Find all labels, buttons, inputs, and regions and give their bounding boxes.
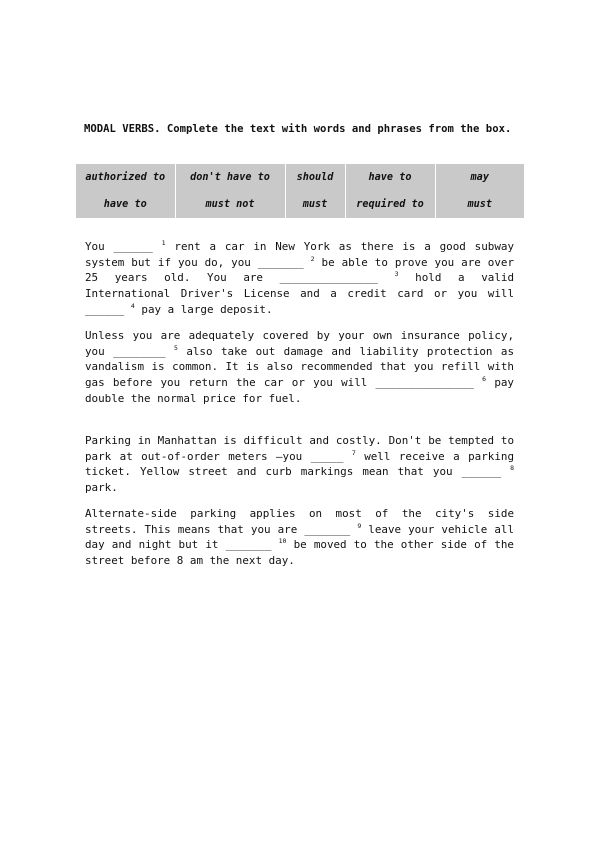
text-segment: well receive a parking ticket. Yellow street and curb markings mean that you [85, 449, 514, 479]
text-segment: be moved to the other side of the street before 8 am the next day. [85, 538, 514, 568]
gap-blank[interactable]: _______ [225, 538, 272, 552]
word-box-table [76, 164, 524, 218]
gap-blank[interactable]: _______ [257, 255, 304, 269]
gap-number: 1 [161, 239, 166, 247]
word-option: authorized to [85, 172, 166, 183]
gap-number: 2 [310, 254, 315, 263]
gap-number: 5 [173, 343, 178, 352]
gap-number: 7 [351, 448, 356, 457]
gap-blank[interactable]: ______ [113, 240, 153, 253]
gap-number: 9 [357, 521, 362, 530]
word-option: don't have to [175, 164, 285, 191]
text-segment: pay a large deposit. [134, 302, 273, 316]
text-segment: You [85, 240, 114, 253]
text-segment: park. [85, 481, 118, 495]
word-option: have to [345, 164, 435, 191]
text-segment: Parking in Manhattan is difficult and costly. Don't be tempted to park at out-of-order meters –you [85, 434, 514, 463]
gap-blank[interactable]: ______ [461, 465, 501, 479]
paragraph-1 [85, 239, 514, 318]
paragraph-4 [85, 506, 514, 569]
text-segment: leave your vehicle all day and night but it [85, 522, 515, 552]
word-option: required to [345, 191, 435, 218]
gap-blank[interactable]: _____ [310, 449, 344, 463]
gap-blank[interactable]: _______________ [375, 376, 474, 390]
gap-blank[interactable]: ________ [113, 344, 166, 358]
paragraph-3 [85, 433, 514, 496]
exercise-title: MODAL VERBS. Complete the text with words and phrases from the box. [84, 123, 512, 135]
paragraph-2 [85, 328, 514, 407]
text-segment: be able to prove you are over 25 years old. You are [85, 255, 515, 285]
gap-number: 8 [510, 464, 514, 473]
text-segment: hold a valid International Driver's License and a credit card or you will [85, 271, 515, 301]
gap-number: 10 [278, 537, 287, 546]
text-segment: pay double the normal price for fuel. [85, 376, 514, 405]
gap-number: 3 [394, 270, 399, 279]
word-option: may [435, 164, 524, 191]
gap-blank[interactable]: _______ [304, 522, 351, 536]
text-segment: Alternate-side parking applies on most of the city's side streets. This means that you are [85, 507, 514, 536]
text-segment: rent a car in New York as there is a good subway system but if you do, you [85, 240, 515, 269]
gap-blank[interactable]: _______________ [279, 271, 378, 285]
word-option: must [285, 191, 345, 218]
gap-number: 4 [130, 301, 135, 310]
word-box [76, 164, 524, 218]
word-option: have to [103, 199, 147, 210]
word-box-row [76, 164, 524, 191]
text-segment: also take out damage and liability protection as vandalism is common. It is also recommended that you refill with gas before you return the car or you will [85, 344, 515, 390]
word-option: must not [175, 191, 285, 218]
gap-blank[interactable]: ______ [85, 302, 125, 316]
gap-number: 6 [482, 375, 487, 384]
word-box-row [76, 191, 524, 218]
word-option: must [435, 191, 524, 218]
word-option: should [285, 164, 345, 191]
text-segment: Unless you are adequately covered by your own insurance policy, you [85, 329, 514, 358]
